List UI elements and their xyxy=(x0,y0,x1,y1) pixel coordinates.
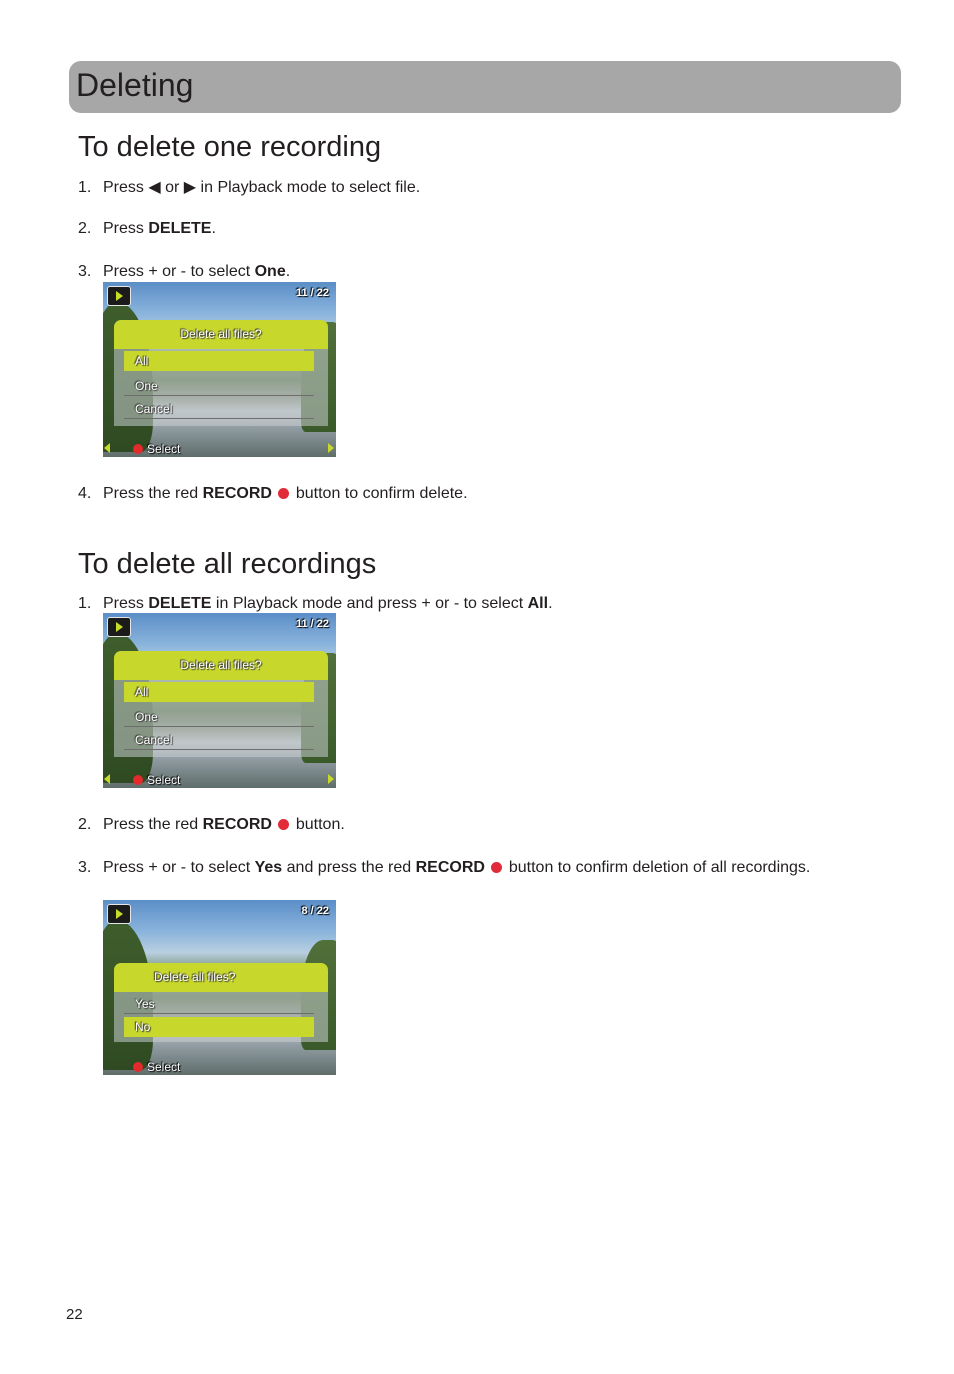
dialog-title: Delete all files? xyxy=(114,320,328,349)
file-counter: 11 / 22 xyxy=(295,287,329,299)
left-arrow-icon: ◀ xyxy=(148,179,161,196)
option-cancel[interactable]: Cancel xyxy=(124,730,314,750)
option-cancel[interactable]: Cancel xyxy=(124,399,314,419)
section-banner xyxy=(69,61,901,113)
dialog-options xyxy=(114,680,328,757)
playback-icon xyxy=(107,286,131,306)
left-arrow-icon xyxy=(104,774,110,784)
select-hint: Select xyxy=(133,442,180,456)
select-hint: Select xyxy=(133,1060,180,1074)
section-heading-delete-all: To delete all recordings xyxy=(78,548,377,580)
option-yes[interactable]: Yes xyxy=(124,994,314,1014)
step-item: 1. Press DELETE in Playback mode and press + or - to select All. xyxy=(78,595,553,612)
option-all[interactable]: All xyxy=(124,351,314,371)
record-dot-icon xyxy=(133,775,143,785)
dialog-options xyxy=(114,349,328,426)
playback-icon xyxy=(107,617,131,637)
section-heading-delete-one: To delete one recording xyxy=(78,131,382,163)
record-dot-icon xyxy=(278,819,289,830)
option-all[interactable]: All xyxy=(124,682,314,702)
option-one[interactable]: One xyxy=(124,707,314,727)
record-dot-icon xyxy=(278,488,289,499)
file-counter: 11 / 22 xyxy=(295,618,329,630)
dialog-title: Delete all files? xyxy=(114,963,328,992)
right-arrow-icon xyxy=(328,443,334,453)
page-number: 22 xyxy=(66,1306,83,1323)
dialog-title: Delete all files? xyxy=(114,651,328,680)
file-counter: 8 / 22 xyxy=(301,905,329,917)
step-item: 3. Press + or - to select One. xyxy=(78,263,291,280)
option-no[interactable]: No xyxy=(124,1017,314,1037)
record-dot-icon xyxy=(133,444,143,454)
playback-icon xyxy=(107,904,131,924)
step-item: 2. Press the red RECORD button. xyxy=(78,816,345,833)
step-item: 2. Press DELETE. xyxy=(78,220,216,237)
right-arrow-icon xyxy=(328,774,334,784)
camera-screen-3 xyxy=(103,900,336,1075)
record-dot-icon xyxy=(491,862,502,873)
option-one[interactable]: One xyxy=(124,376,314,396)
left-arrow-icon xyxy=(104,443,110,453)
select-hint: Select xyxy=(133,773,180,787)
camera-screen-1 xyxy=(103,282,336,457)
dialog-options xyxy=(114,992,328,1042)
right-arrow-icon: ▶ xyxy=(183,179,197,196)
page-title: Deleting xyxy=(76,67,194,103)
record-dot-icon xyxy=(133,1062,143,1072)
step-item: 3. Press + or - to select Yes and press the red RECORD button to confirm deletion of all recordings. xyxy=(78,859,811,876)
step-item: 4. Press the red RECORD button to confirm delete. xyxy=(78,485,468,502)
step-item: 1. Press ◀ or ▶ in Playback mode to select file. xyxy=(78,179,421,196)
camera-screen-2 xyxy=(103,613,336,788)
